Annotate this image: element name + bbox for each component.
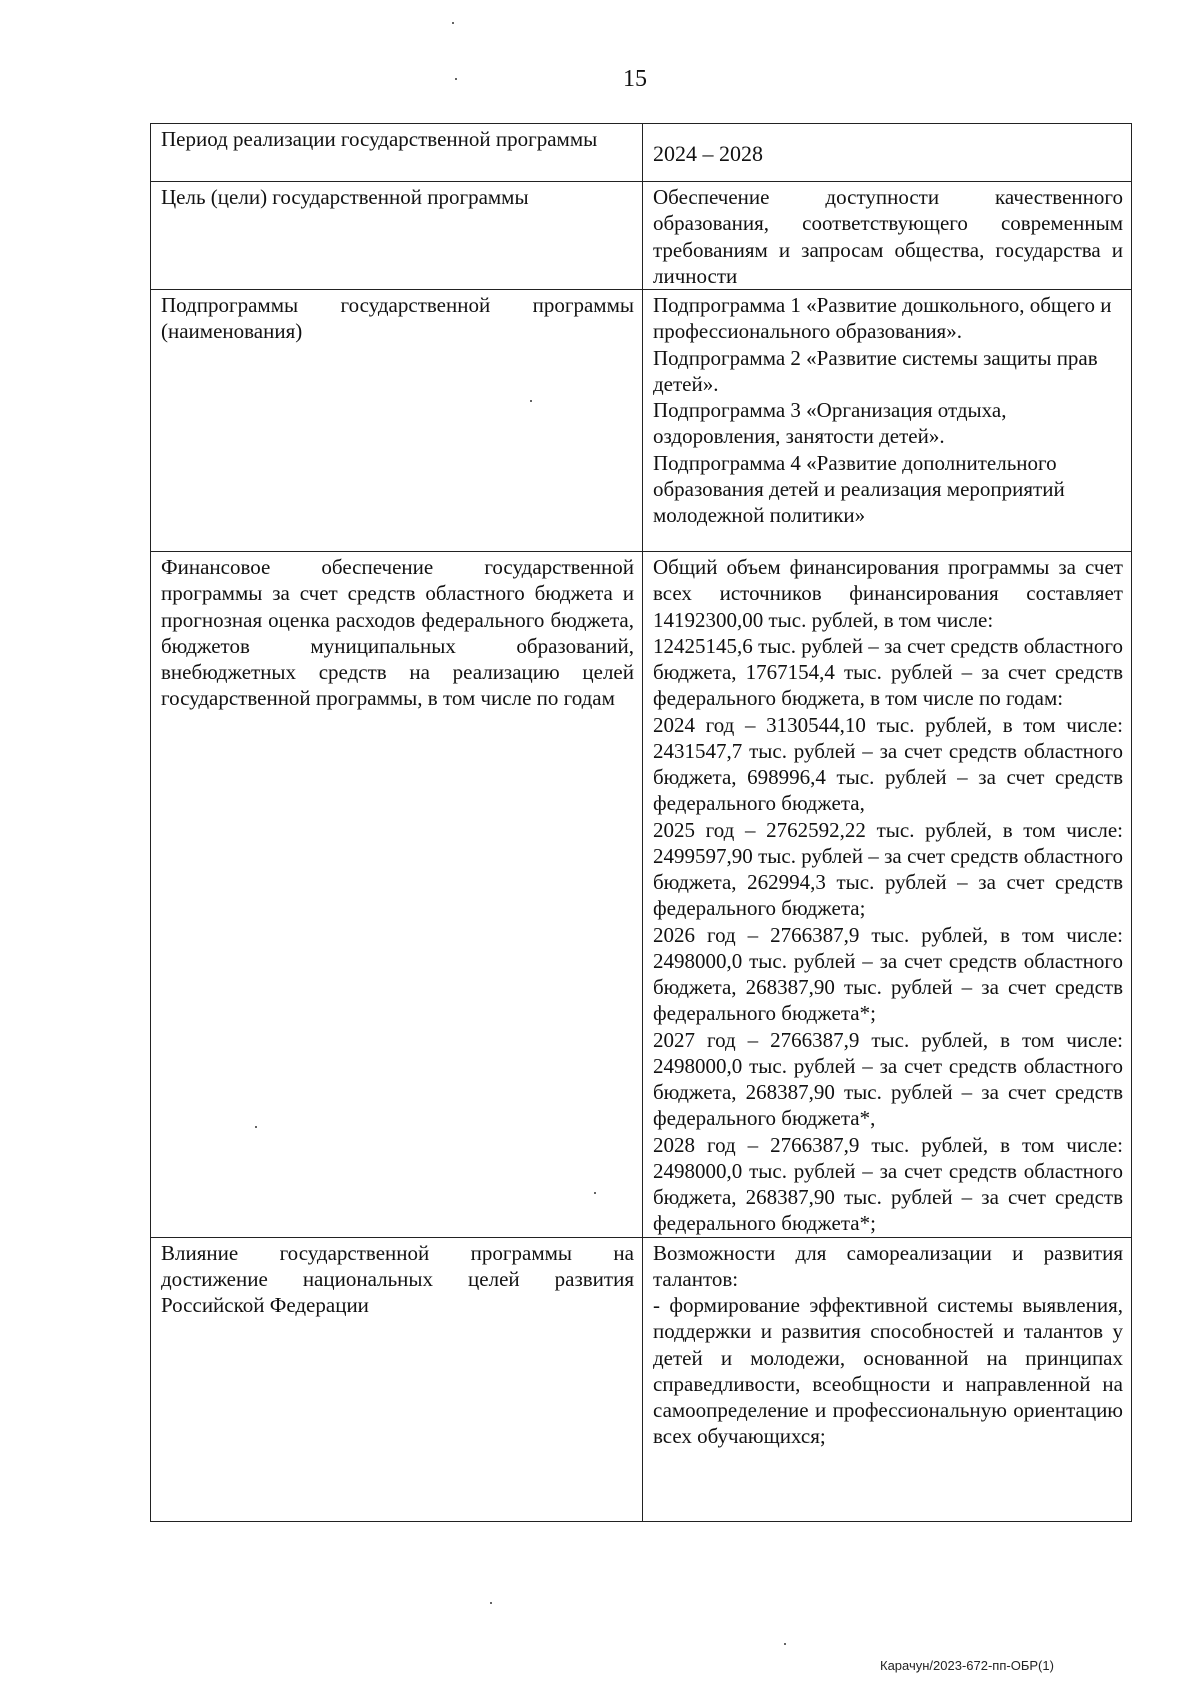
table-row-subprograms: [151, 290, 1132, 552]
value-goal: [643, 182, 1132, 290]
subprogram-1: Подпрограмма 1 «Развитие дошкольного, общего и профессионального образования».: [653, 293, 1112, 344]
passport-table: [150, 123, 1132, 1522]
table-row-goal: [151, 182, 1132, 290]
table-row-period: [151, 124, 1132, 182]
value-financing: [643, 552, 1132, 1238]
influence-item: - формирование эффективной системы выявления, поддержки и развития способностей и талантов у детей и молодежи, основанной на принципах справедливости, всеобщности и направленной на самоопределение и профессиональную ориентацию всех обучающихся;: [653, 1293, 1123, 1449]
financing-2027: 2027 год – 2766387,9 тыс. рублей, в том числе: 2498000,0 тыс. рублей – за счет средств областного бюджета, 268387,90 тыс. рублей – за счет средств федерального бюджета*,: [653, 1027, 1123, 1131]
scan-speck: [490, 1602, 492, 1604]
scan-speck: [452, 22, 454, 24]
value-period: [643, 124, 1132, 182]
subprogram-3: Подпрограмма 3 «Организация отдыха, оздоровления, занятости детей».: [653, 398, 1007, 449]
label-goal: Цель (цели) государственной программы: [151, 182, 643, 290]
label-financing: Финансовое обеспечение государственной программы за счет средств областного бюджета и прогнозная оценка расходов федерального бюджета, бюджетов муниципальных образований, внебюджетных средств на реализацию целей государственной программы, в том числе по годам: [151, 552, 643, 1238]
table-row-financing: [151, 552, 1132, 1238]
document-code: Карачун/2023-672-пп-ОБР(1): [880, 1658, 1054, 1673]
influence-heading: Возможности для самореализации и развития талантов:: [653, 1240, 1123, 1291]
financing-2025: 2025 год – 2762592,22 тыс. рублей, в том числе: 2499597,90 тыс. рублей – за счет средств областного бюджета, 262994,3 тыс. рублей – за счет средств федерального бюджета;: [653, 817, 1123, 921]
subprogram-2: Подпрограмма 2 «Развитие системы защиты прав детей».: [653, 345, 1098, 396]
scan-speck: [255, 1126, 257, 1128]
period-text: 2024 – 2028: [653, 141, 763, 166]
financing-total: Общий объем финансирования программы за счет всех источников финансирования составляет 14192300,00 тыс. рублей, в том числе:: [653, 555, 1123, 632]
label-period: Период реализации государственной программы: [151, 124, 643, 182]
scan-speck: [530, 400, 532, 402]
scan-speck: [455, 78, 457, 80]
financing-sources: 12425145,6 тыс. рублей – за счет средств областного бюджета, 1767154,4 тыс. рублей – за счет средств федерального бюджета, в том числе по годам:: [653, 633, 1123, 711]
subprogram-4: Подпрограмма 4 «Развитие дополнительного образования детей и реализация мероприятий молодежной политики»: [653, 450, 1065, 527]
scan-speck: [594, 1192, 596, 1194]
scan-speck: [784, 1643, 786, 1645]
label-subprograms: Подпрограммы государственной программы (наименования): [151, 290, 643, 552]
page-number: 15: [623, 66, 647, 92]
table-row-influence: [151, 1237, 1132, 1521]
financing-2026: 2026 год – 2766387,9 тыс. рублей, в том числе: 2498000,0 тыс. рублей – за счет средств областного бюджета, 268387,90 тыс. рублей – за счет средств федерального бюджета*;: [653, 922, 1123, 1026]
financing-2028: 2028 год – 2766387,9 тыс. рублей, в том числе: 2498000,0 тыс. рублей – за счет средств областного бюджета, 268387,90 тыс. рублей – за счет средств федерального бюджета*;: [653, 1132, 1123, 1236]
financing-2024: 2024 год – 3130544,10 тыс. рублей, в том числе: 2431547,7 тыс. рублей – за счет средств областного бюджета, 698996,4 тыс. рублей – за счет средств федерального бюджета,: [653, 712, 1123, 816]
goal-text: Обеспечение доступности качественного образования, соответствующего современным требованиям и запросам общества, государства и личности: [653, 185, 1123, 288]
label-influence: Влияние государственной программы на достижение национальных целей развития Российской Федерации: [151, 1237, 643, 1521]
value-influence: [643, 1237, 1132, 1521]
value-subprograms: [643, 290, 1132, 552]
